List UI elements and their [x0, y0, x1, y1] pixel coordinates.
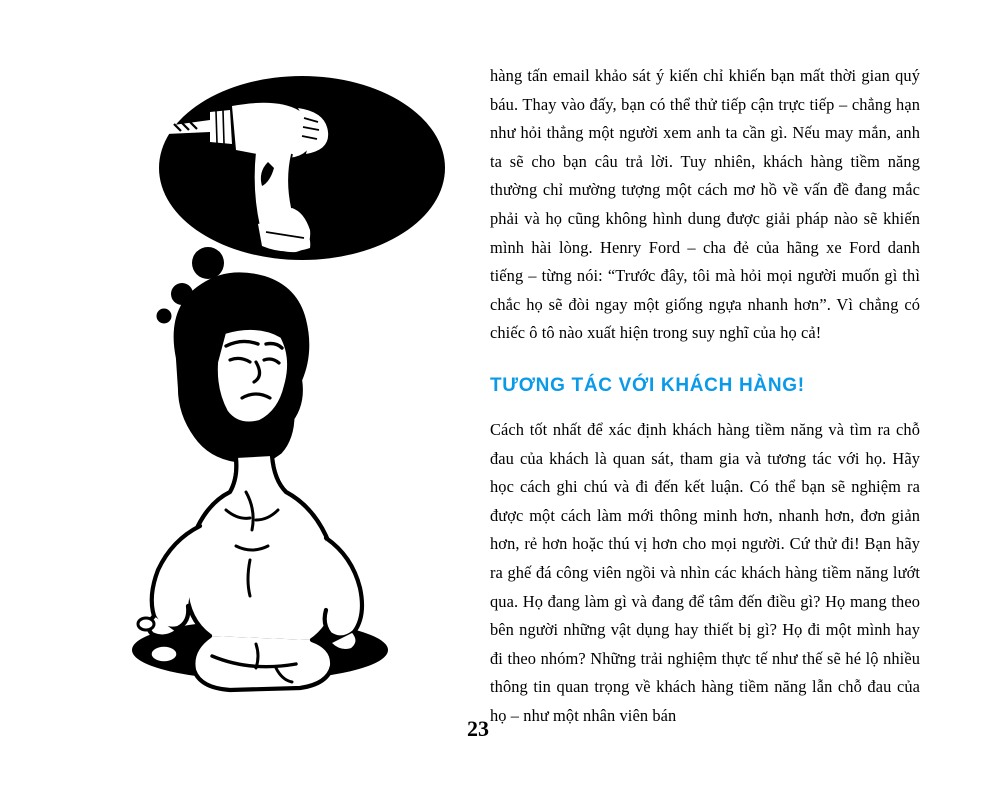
caveman-figure	[138, 274, 362, 690]
body-paragraph-1: hàng tấn email khảo sát ý kiến chỉ khiến bạn mất thời gian quý báu. Thay vào đấy, bạn có thể thử tiếp cận trực tiếp – chẳng hạn như hỏi thẳng một người xem anh ta cần gì. Nếu may mắn, anh ta sẽ cho bạn câu trả lời. Tuy nhiên, khách hàng tiềm năng thường chỉ mường tượng một cách mơ hồ về vấn đề đang mắc phải và họ cũng không hình dung được giải pháp nào sẽ khiến mình hài lòng. Henry Ford – cha đẻ của hãng xe Ford danh tiếng – từng nói: “Trước đây, tôi mà hỏi mọi người muốn gì thì chắc họ sẽ đòi ngay một giống ngựa nhanh hơn”. Vì chẳng có chiếc ô tô nào xuất hiện trong suy nghĩ của họ cả!	[490, 66, 920, 343]
illustration-caveman-thinking-about-power-drill	[60, 40, 480, 700]
section-heading: TƯƠNG TÁC VỚI KHÁCH HÀNG!	[490, 374, 805, 396]
text-column	[490, 62, 920, 730]
page-number: 23	[467, 716, 489, 741]
body-paragraph-2: Cách tốt nhất để xác định khách hàng tiềm năng và tìm ra chỗ đau của khách là quan sát, tham gia và tương tác với họ. Hãy học cách ghi chú và đi đến kết luận. Có thể bạn sẽ nghiệm ra được một cách làm mới thông minh hơn, nhanh hơn, đơn giản hơn, rẻ hơn hoặc thú vị hơn cho mọi người. Cứ thử đi! Bạn hãy ra ghế đá công viên ngồi và nhìn các khách hàng tiềm năng lướt qua. Họ đang làm gì và đang để tâm đến điều gì? Họ mang theo bên người những vật dụng hay thiết bị gì? Họ đi một mình hay đi theo nhóm? Những trải nghiệm thực tế như thế sẽ hé lộ nhiều thông tin quan trọng về khách hàng tiềm năng lẫn chỗ đau của họ – như một nhân viên bán	[490, 419, 920, 725]
